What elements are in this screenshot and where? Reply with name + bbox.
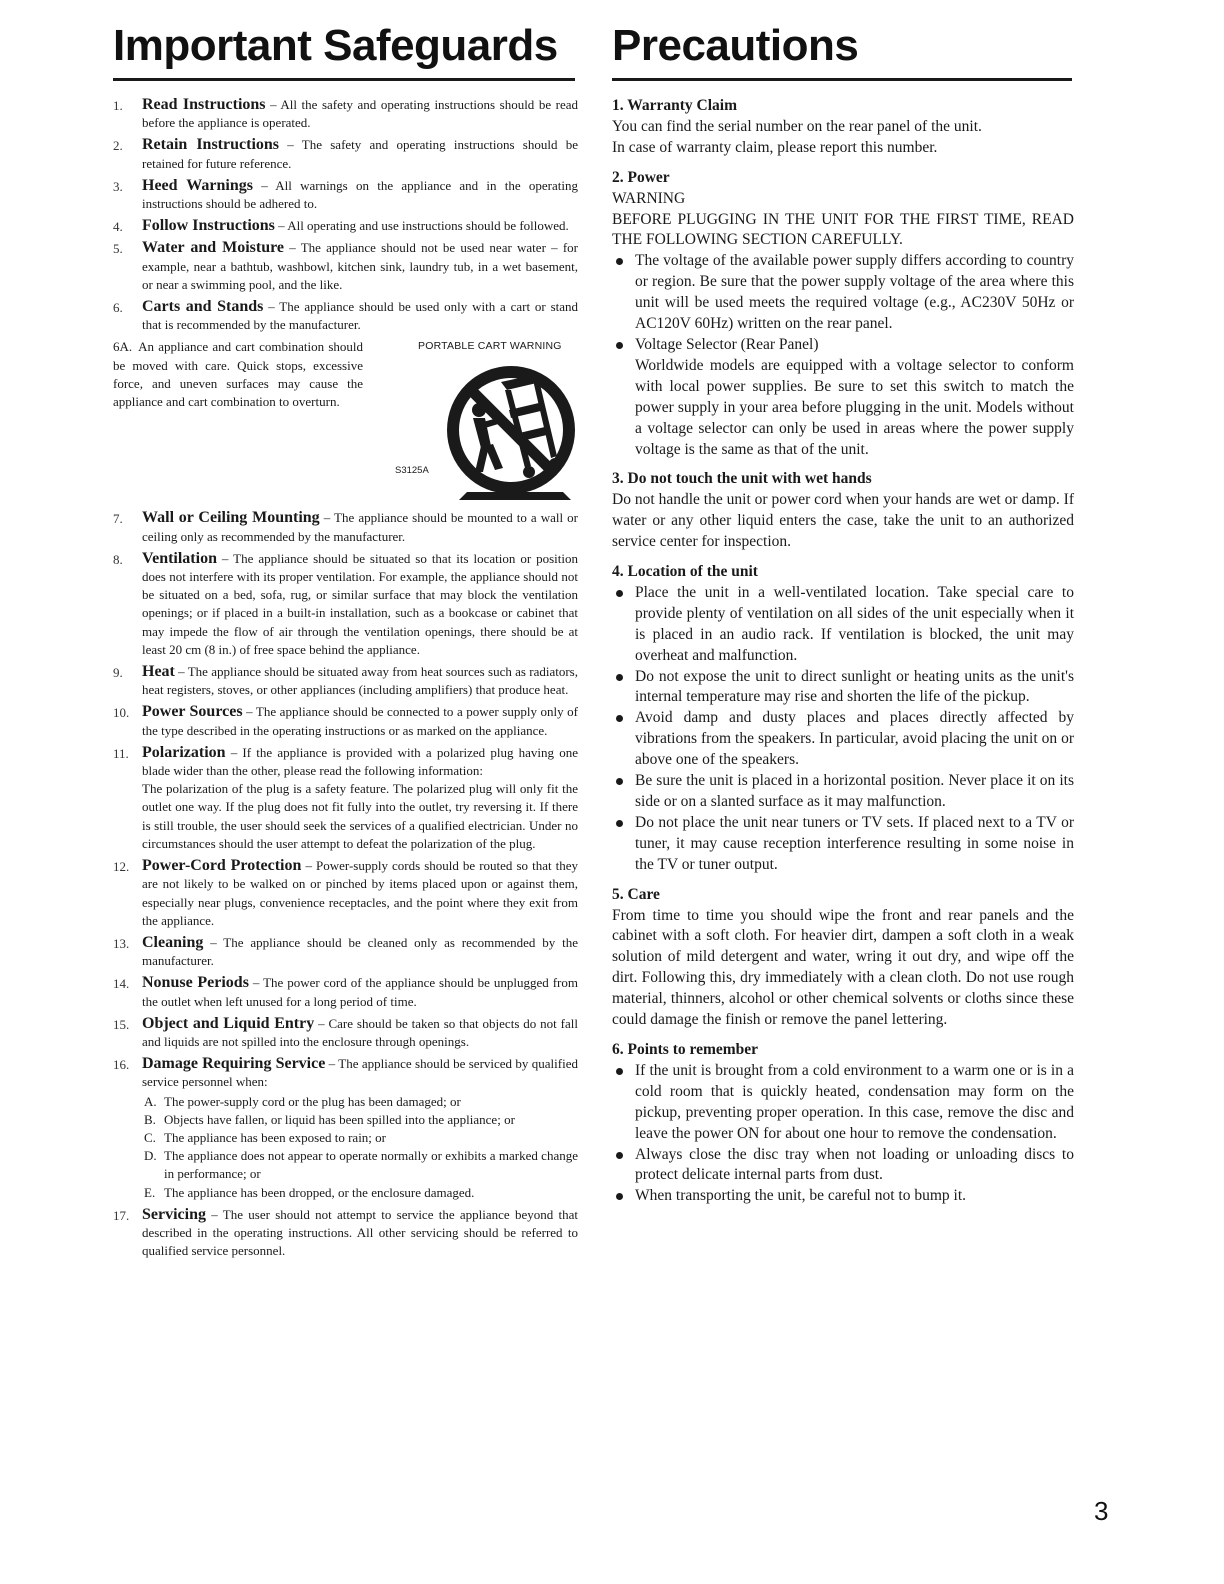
precautions-column	[612, 0, 1074, 1216]
damage-condition: A. The power-supply cord or the plug has been damaged; or	[144, 1093, 461, 1109]
bullet-item: Always close the disc tray when not loading or unloading discs to protect delicate internal parts from dust.	[612, 1145, 1074, 1187]
heading-rule	[113, 78, 575, 81]
safeguard-item: 9. Heat – The appliance should be situated away from heat sources such as radiators, heat registers, stoves, or other appliances (including amplifiers) that produce heat.	[113, 663, 578, 698]
power-bullets	[612, 251, 1074, 460]
polarization-detail: The polarization of the plug is a safety feature. The polarized plug will only fit the outlet one way. If the plug does not fit fully into the outlet, try reversing it. If there is still trouble, the user should seek the services of a qualified electrician. Under no circumstances should the user attempt to defeat the polarization of the plug.	[142, 781, 578, 851]
safeguard-item-damage: 16. Damage Requiring Service – The appliance should be serviced by qualified service personnel when: A. The power-supply cord or the plug has been damaged; or B. Objects have fallen, or liquid has been spilled into the appliance; or C. The appliance has been exposed to rain; or D. The appliance does not appear to operate normally or exhibits a marked change in performance; or E. The appliance has been dropped, or the enclosure damaged.	[113, 1055, 578, 1202]
bullet-item: Voltage Selector (Rear Panel) Worldwide models are equipped with a voltage selector to conform with local power supplies. Be sure to set this switch to match the power supply in your area before plugging in the unit. Models without a voltage selector can only be used in areas where the power supply voltage is the same as that of the unit.	[612, 335, 1074, 460]
safeguard-item: 1. Read Instructions – All the safety and operating instructions should be read before the appliance is operated.	[113, 96, 579, 131]
cart-tip-over-icon	[439, 360, 589, 510]
page-number: 3	[1094, 1496, 1109, 1526]
precaution-remember: 6. Points to remember If the unit is brought from a cold environment to a warm one or is in a cold room that is quickly heated, condensation may form on the pickup, preventing proper operation. In this case, remove the disc and leave the power ON for about one hour to remove the condensation. Always close the disc tray when not loading or unloading discs to protect delicate internal parts from dust. When transporting the unit, be careful not to bump it.	[612, 1040, 1074, 1207]
precaution-care: 5. Care From time to time you should wipe the front and rear panels and the cabinet with a soft cloth. For heavier dirt, dampen a soft cloth in a weak solution of mild detergent and water, wring it out dry, and wipe off the dirt. Following this, dry immediately with a clean cloth. Do not use rough material, thinners, alcohol or other chemical solvents or cloths since these could damage the finish or remove the panel lettering.	[612, 885, 1074, 1029]
precaution-location: 4. Location of the unit Place the unit in a well-ventilated location. Take special care to provide plenty of ventilation on all sides of the unit especially when it is placed in an audio rack. If ventilation is blocked, the unit may overheat and malfunction. Do not expose the unit to direct sunlight or heating units as the unit's internal temperature may rise and shorten the life of the pickup. Avoid damp and dusty places and places directly affected by vibrations from the speakers. In particular, avoid placing the unit on or above one of the speakers. Be sure the unit is placed in a horizontal position. Never place it on its side or on a slanted surface as it may malfunction. Do not place the unit near tuners or TV sets. If placed next to a TV or tuner, it may cause reception interference resulting in some noise in the TV or tuner output.	[612, 562, 1074, 876]
damage-condition: E. The appliance has been dropped, or the enclosure damaged.	[144, 1184, 475, 1200]
safeguards-heading: Important Safeguards	[113, 21, 558, 70]
precautions-heading: Precautions	[612, 21, 859, 70]
bullet-item: The voltage of the available power supply differs according to country or region. Be sure that the power supply voltage of the area where this unit will be used meets the required voltage (e.g., AC230V 50Hz or AC120V 60Hz) written on the rear panel.	[612, 251, 1074, 335]
safeguard-item: 10. Power Sources – The appliance should be connected to a power supply only of the type described in the operating instructions or as marked on the appliance.	[113, 703, 578, 738]
remember-bullets	[612, 1061, 1074, 1207]
damage-conditions-list	[142, 1093, 578, 1202]
precaution-warranty: 1. Warranty Claim You can find the serial number on the rear panel of the unit. In case of warranty claim, please report this number.	[612, 97, 982, 156]
location-bullets	[612, 583, 1074, 876]
safeguards-column	[113, 0, 578, 1264]
safeguard-item-polarization: 11. Polarization – If the appliance is provided with a polarized plug having one blade wider than the other, please read the following information: The polarization of the plug is a safety feature. The polarized plug will only fit the outlet one way. If the plug does not fit fully into the outlet, try reversing it. If there is still trouble, the user should seek the services of a qualified electrician. Under no circumstances should the user attempt to defeat the polarization of the plug.	[113, 744, 578, 853]
cart-warning-code: S3125A	[395, 465, 429, 477]
safeguard-item: 7. Wall or Ceiling Mounting – The appliance should be mounted to a wall or ceiling only as recommended by the manufacturer.	[113, 509, 578, 544]
safeguard-item: 17. Servicing – The user should not attempt to service the appliance beyond that described in the operating instructions. All other servicing should be referred to qualified service personnel.	[113, 1205, 578, 1259]
safeguard-item: 5. Water and Moisture – The appliance should not be used near water – for example, near a bathtub, washbowl, kitchen sink, laundry tub, in a wet basement, or near a swimming pool, and the like.	[113, 239, 578, 292]
precaution-wet-hands: 3. Do not touch the unit with wet hands Do not handle the unit or power cord when your hands are wet or damp. If water or any other liquid enters the case, take the unit to an authorized service center for inspection.	[612, 470, 1074, 551]
bullet-item: If the unit is brought from a cold environment to a warm one or is in a cold room that is quickly heated, condensation may form on the pickup, preventing proper operation. In this case, remove the disc and leave the power ON for about one hour to remove the condensation.	[612, 1061, 1074, 1145]
safeguard-item: 12. Power-Cord Protection – Power-supply cords should be routed so that they are not likely to be walked on or pinched by items placed upon or against them, especially near plugs, convenience receptacles, and the point where they exit from the appliance.	[113, 857, 579, 928]
damage-condition: C. The appliance has been exposed to rain; or	[144, 1129, 386, 1145]
bullet-item: Place the unit in a well-ventilated location. Take special care to provide plenty of ventilation on all sides of the unit especially when it is placed in an audio rack. If ventilation is blocked, the unit may overheat and malfunction.	[612, 583, 1074, 667]
safeguard-item: 3. Heed Warnings – All warnings on the appliance and in the operating instructions should be adhered to.	[113, 176, 578, 212]
safeguard-item: 2. Retain Instructions – The safety and operating instructions should be retained for future reference.	[113, 136, 578, 171]
safeguard-item: 6. Carts and Stands – The appliance should be used only with a cart or stand that is recommended by the manufacturer.	[113, 298, 579, 333]
cart-warning-block	[113, 338, 578, 503]
safeguard-item: 14. Nonuse Periods – The power cord of the appliance should be unplugged from the outlet when left unused for a long period of time.	[113, 974, 578, 1009]
heading-rule	[612, 78, 1072, 81]
bullet-item: Avoid damp and dusty places and places directly affected by vibrations from the speakers. In particular, avoid placing the unit on or above one of the speakers.	[612, 708, 1074, 771]
safeguard-item: 4. Follow Instructions – All operating and use instructions should be followed.	[113, 217, 569, 235]
safeguards-list	[113, 96, 578, 1260]
damage-condition: D. The appliance does not appear to operate normally or exhibits a marked change in performance; or	[144, 1148, 578, 1182]
cart-warning-caption: PORTABLE CART WARNING	[418, 340, 562, 353]
bullet-item: Do not place the unit near tuners or TV sets. If placed next to a TV or tuner, it may cause reception interference resulting in some noise in the TV or tuner output.	[612, 813, 1074, 876]
bullet-item: Be sure the unit is placed in a horizontal position. Never place it on its side or on a slanted surface as it may malfunction.	[612, 771, 1074, 813]
safeguard-item: 13. Cleaning – The appliance should be cleaned only as recommended by the manufacturer.	[113, 933, 578, 969]
bullet-item: When transporting the unit, be careful not to bump it.	[612, 1186, 1074, 1207]
cart-warning-text: 6A. An appliance and cart combination should be moved with care. Quick stops, excessive force, and uneven surfaces may cause the appliance and cart combination to overturn.	[113, 339, 363, 410]
bullet-item: Do not expose the unit to direct sunlight or heating units as the unit's internal temperature may rise and shorten the life of the pickup.	[612, 667, 1074, 709]
safeguard-item: 8. Ventilation – The appliance should be situated so that its location or position does not interfere with its proper ventilation. For example, the appliance should not be situated on a bed, sofa, rug, or similar surface that may block the ventilation openings; or if placed in a built-in installation, such as a bookcase or cabinet that may impede the flow of air through the ventilation openings, there should be at least 20 cm (8 in.) of free space behind the appliance.	[113, 549, 578, 657]
safeguard-item: 15. Object and Liquid Entry – Care should be taken so that objects do not fall and liquids are not spilled into the enclosure through openings.	[113, 1014, 578, 1049]
precautions-list	[612, 96, 1074, 1207]
damage-condition: B. Objects have fallen, or liquid has been spilled into the appliance; or	[144, 1111, 515, 1127]
precaution-power: 2. Power WARNING BEFORE PLUGGING IN THE UNIT FOR THE FIRST TIME, READ THE FOLLOWING SECTION CAREFULLY. The voltage of the available power supply differs according to country or region. Be sure that the power supply voltage of the area where this unit will be used meets the required voltage (e.g., AC230V 50Hz or AC120V 60Hz) written on the rear panel. Voltage Selector (Rear Panel) Worldwide models are equipped with a voltage selector to conform with local power supplies. Be sure to set this switch to match the power supply in your area before plugging in the unit. Models without a voltage selector can only be used in areas where the power supply voltage is the same as that of the unit.	[612, 168, 1074, 461]
